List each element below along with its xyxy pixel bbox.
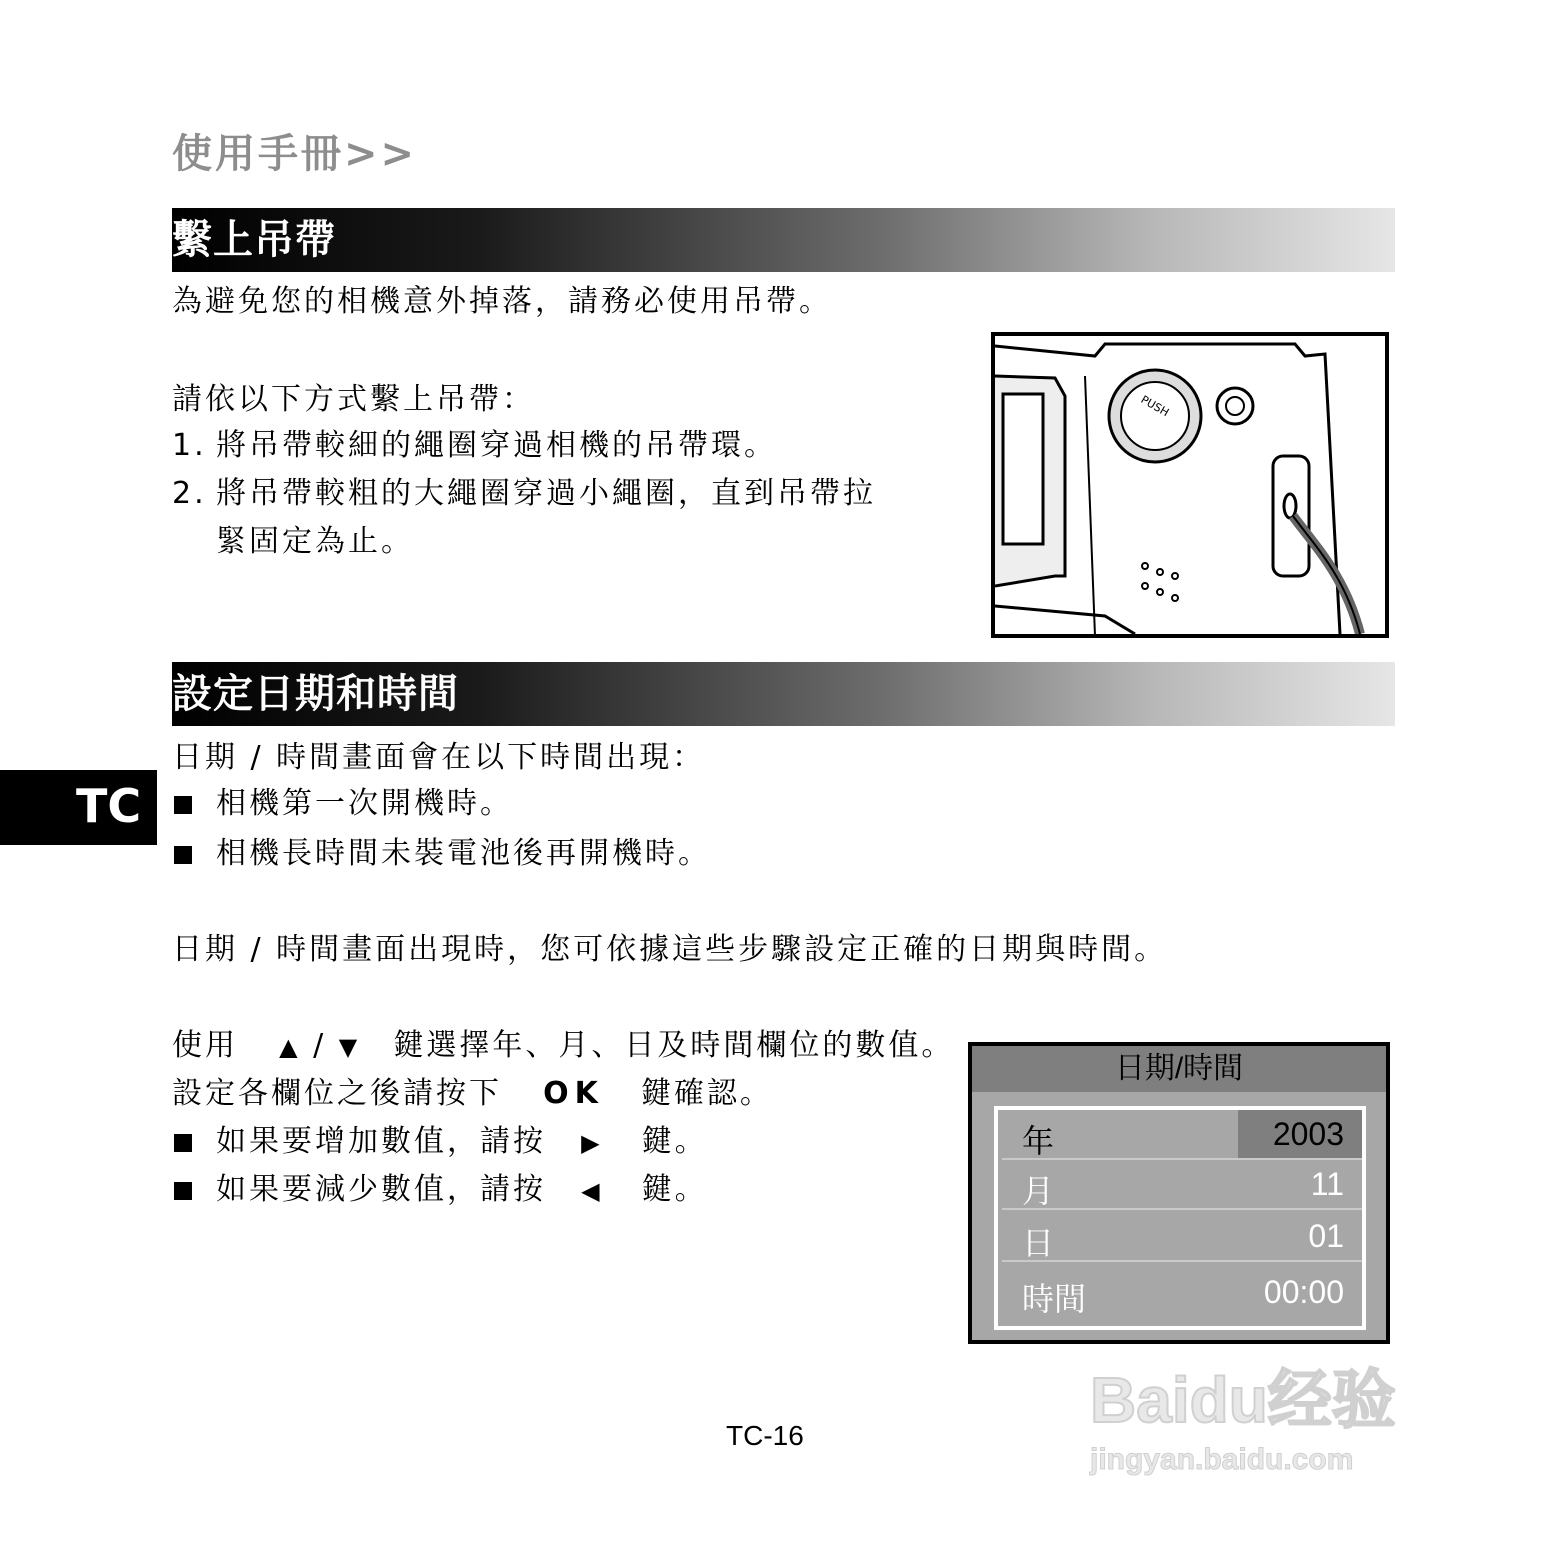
step-1-number: 1. <box>172 428 207 463</box>
datetime-row-year[interactable] <box>1002 1110 1362 1160</box>
bullet-decrease <box>216 1170 708 1211</box>
bullet-square-icon <box>174 1134 192 1152</box>
baidu-watermark <box>1090 1320 1396 1480</box>
section-title-strap: 繫上吊帶 <box>172 217 336 263</box>
watermark-url: jingyan.baidu.com <box>1090 1443 1354 1476</box>
left-triangle-icon: ◀ <box>581 1177 603 1205</box>
bullet-increase-pre: 如果要增加數值，請按 <box>216 1124 546 1159</box>
strap-intro: 為避免您的相機意外掉落，請務必使用吊帶。 <box>172 284 832 319</box>
datetime-screen-title: 日期/時間 <box>972 1046 1386 1092</box>
camera-drawing <box>995 336 1385 634</box>
row-value: 01 <box>1308 1218 1344 1254</box>
row-label: 日 <box>1022 1225 1055 1261</box>
instruction-confirm-post: 鍵確認。 <box>640 1076 773 1111</box>
instruction-select-pre: 使用 <box>172 1028 238 1063</box>
bullet-no-battery: 相機長時間未裝電池後再開機時。 <box>216 836 711 871</box>
datetime-row-day[interactable] <box>1002 1212 1362 1262</box>
row-value: 00:00 <box>1263 1274 1344 1310</box>
step-2-text-line1: 將吊帶較粗的大繩圈穿過小繩圈，直到吊帶拉 <box>216 476 876 511</box>
row-label: 時間 <box>1022 1281 1087 1317</box>
language-tab-label: TC <box>76 779 142 833</box>
datetime-row-time[interactable] <box>1002 1268 1362 1316</box>
instruction-select <box>172 1026 954 1067</box>
section-title-datetime: 設定日期和時間 <box>172 671 459 717</box>
right-triangle-icon: ▶ <box>581 1129 603 1157</box>
watermark-brand: Baidu <box>1090 1364 1268 1436</box>
row-label: 月 <box>1022 1173 1055 1209</box>
datetime-fields <box>994 1106 1366 1330</box>
bullet-square-icon <box>174 846 192 864</box>
datetime-appears-heading: 日期 / 時間畫面會在以下時間出現： <box>172 740 706 775</box>
ok-key-label: OK <box>543 1076 604 1111</box>
instruction-select-post: 鍵選擇年、月、日及時間欄位的數值。 <box>393 1028 955 1063</box>
watermark-brand-cn: 经验 <box>1267 1364 1396 1436</box>
bullet-increase-post: 鍵。 <box>641 1124 708 1159</box>
push-label: PUSH <box>1138 393 1172 420</box>
bullet-decrease-post: 鍵。 <box>641 1172 708 1207</box>
up-triangle-icon: ▲ <box>279 1033 301 1061</box>
row-label: 年 <box>1022 1123 1055 1159</box>
row-value: 2003 <box>1272 1116 1344 1152</box>
instruction-confirm <box>172 1074 773 1114</box>
step-2-number: 2. <box>172 476 207 511</box>
manual-title: 使用手冊>> <box>172 131 418 177</box>
bullet-first-power-on: 相機第一次開機時。 <box>216 786 513 821</box>
page-number: TC-16 <box>726 1420 804 1451</box>
row-value: 11 <box>1310 1166 1344 1202</box>
section-bar-strap <box>172 208 1395 272</box>
bullet-square-icon <box>174 1182 192 1200</box>
step-1-text: 將吊帶較細的繩圈穿過相機的吊帶環。 <box>216 428 777 463</box>
bullet-decrease-pre: 如果要減少數值，請按 <box>216 1172 546 1207</box>
language-tab <box>0 770 157 845</box>
instruction-select-sep: / <box>313 1028 327 1063</box>
instruction-confirm-pre: 設定各欄位之後請按下 <box>172 1076 502 1111</box>
datetime-row-month[interactable] <box>1002 1160 1362 1210</box>
bullet-square-icon <box>174 796 192 814</box>
down-triangle-icon: ▼ <box>338 1033 361 1061</box>
camera-strap-illustration <box>991 332 1389 638</box>
strap-steps-heading: 請依以下方式繫上吊帶： <box>172 382 535 417</box>
datetime-screen <box>968 1042 1390 1344</box>
bullet-increase <box>216 1122 708 1163</box>
datetime-paragraph: 日期 / 時間畫面出現時，您可依據這些步驟設定正確的日期與時間。 <box>172 932 1168 967</box>
step-2-text-line2: 緊固定為止。 <box>216 524 414 559</box>
